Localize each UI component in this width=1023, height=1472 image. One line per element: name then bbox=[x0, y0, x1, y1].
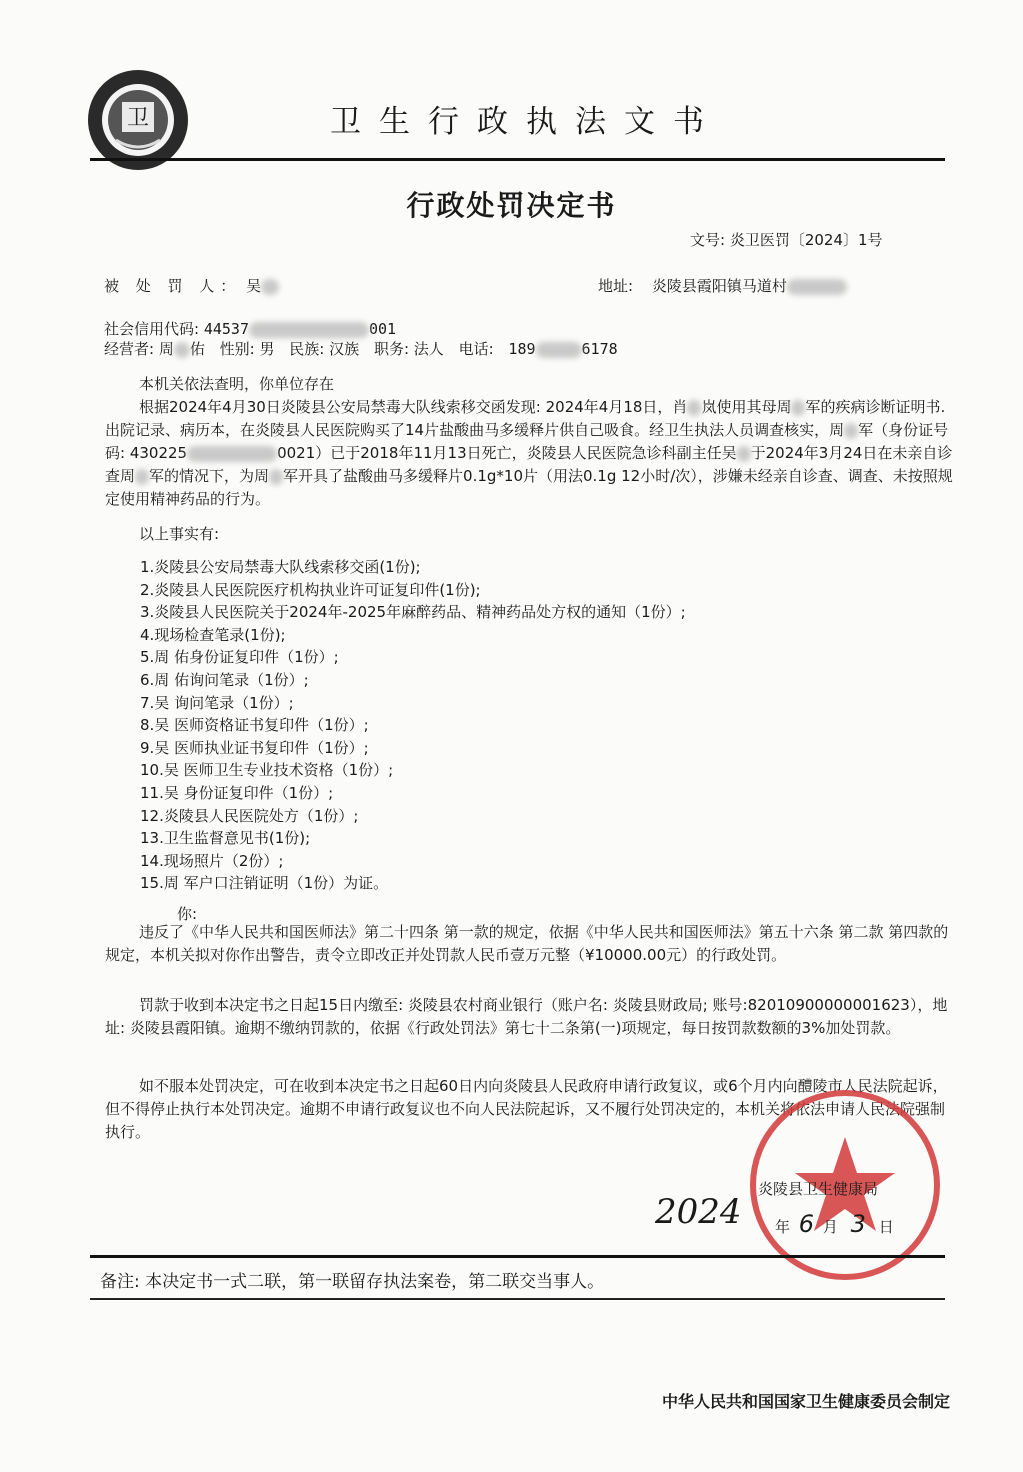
redaction bbox=[536, 342, 582, 358]
party-name: 吴 bbox=[246, 277, 262, 295]
list-item: 13.卫生监督意见书(1份); bbox=[140, 829, 311, 848]
list-item: 8.吴 医师资格证书复印件（1份）; bbox=[140, 716, 369, 735]
finding-text-a: 根据2024年4月30日炎陵县公安局禁毒大队线索移交函发现: 2024年4月18日，肖 bbox=[139, 398, 688, 416]
address-line bbox=[598, 275, 847, 296]
evidence-list bbox=[140, 556, 686, 895]
list-item: 11.吴 身份证复印件（1份）; bbox=[140, 783, 334, 802]
list-item: 1.炎陵县公安局禁毒大队线索移交函(1份); bbox=[140, 558, 421, 576]
document-title: 行政处罚决定书 bbox=[406, 189, 617, 222]
redaction bbox=[687, 400, 701, 416]
issuer-name: 炎陵县卫生健康局 bbox=[758, 1180, 879, 1198]
address-value: 炎陵县霞阳镇马道村 bbox=[651, 277, 787, 295]
handwritten-year: 2024 bbox=[655, 1192, 742, 1232]
party-name-line bbox=[104, 275, 279, 296]
list-item: 5.周 佑身份证复印件（1份）; bbox=[140, 648, 339, 667]
issuing-authority: 中华人民共和国国家卫生健康委员会制定 bbox=[662, 1392, 951, 1411]
date-day: 3 bbox=[850, 1210, 866, 1238]
phone-label: 电话: bbox=[458, 340, 494, 358]
list-item: 6.周 佑询问笔录（1份）; bbox=[140, 670, 309, 689]
operator-line bbox=[104, 338, 618, 359]
ethnic-value: 汉族 bbox=[329, 340, 360, 358]
list-item: 2.炎陵县人民医院医疗机构执业许可证复印件(1份); bbox=[140, 580, 481, 599]
finding-paragraph bbox=[105, 396, 955, 511]
list-item: 7.吴 询问笔录（1份）; bbox=[140, 693, 294, 712]
credit-code-suffix: 001 bbox=[369, 320, 397, 338]
gender-label: 性别: bbox=[219, 340, 255, 358]
note-bottom-divider bbox=[90, 1298, 945, 1300]
redaction bbox=[269, 469, 283, 485]
position-label: 职务: bbox=[373, 340, 409, 358]
list-item: 14.现场照片（2份）; bbox=[140, 851, 284, 870]
remark-note: 备注: 本决定书一式二联，第一联留存执法案卷，第二联交当事人。 bbox=[100, 1272, 605, 1292]
redaction bbox=[844, 423, 858, 439]
list-item: 10.吴 医师卫生专业技术资格（1份）; bbox=[140, 761, 394, 780]
finding-text-h: 军开具了盐酸曲马多缓释片0.1g*10片（用法0.1g 12小时/次），涉嫌未经亲自诊查、调查、未按照规定使用精神药品的行为。 bbox=[105, 467, 953, 508]
gender-value: 男 bbox=[259, 340, 275, 358]
credit-code-label: 社会信用代码: bbox=[104, 320, 200, 338]
list-item: 15.周 军户口注销证明（1份）为证。 bbox=[140, 874, 389, 893]
address-label: 地址: bbox=[598, 277, 634, 295]
redaction bbox=[174, 342, 190, 358]
redaction bbox=[787, 279, 847, 295]
issue-date bbox=[775, 1210, 894, 1238]
position-value: 法人 bbox=[413, 340, 444, 358]
list-item: 12.炎陵县人民医院处方（1份）; bbox=[140, 806, 359, 825]
finding-text-e: 0021）已于2018年11月13日死亡，炎陵县人民医院急诊科副主任吴 bbox=[277, 444, 737, 462]
operator-last: 佑 bbox=[189, 340, 205, 358]
finding-text-g: 军的情况下，为周 bbox=[149, 467, 270, 485]
header-title: 卫生行政执法文书 bbox=[330, 104, 722, 140]
svg-text:卫: 卫 bbox=[126, 106, 150, 131]
document-number: 文号: 炎卫医罚〔2024〕1号 bbox=[690, 231, 883, 249]
redaction bbox=[791, 400, 805, 416]
header-divider bbox=[90, 158, 945, 161]
date-day-unit: 日 bbox=[878, 1218, 894, 1236]
finding-text-d: 军（身份证号码: 430225 bbox=[105, 421, 949, 462]
list-item: 3.炎陵县人民医院关于2024年-2025年麻醉药品、精神药品处方权的通知（1份）; bbox=[140, 603, 686, 622]
facts-intro: 以上事实有: bbox=[139, 525, 220, 543]
operator-first: 周 bbox=[158, 340, 174, 358]
ethnic-label: 民族: bbox=[289, 340, 325, 358]
redaction bbox=[135, 469, 149, 485]
redaction bbox=[249, 322, 369, 338]
finding-text-c: 军的疾病诊断证明书.出院记录、病历本，在炎陵县人民医院购买了14片盐酸曲马多缓释片供自己吸食。经卫生执法人员调查核实，周 bbox=[105, 398, 946, 439]
note-top-divider bbox=[90, 1255, 945, 1258]
finding-text-b: 岚使用其母周 bbox=[701, 398, 792, 416]
appeal-paragraph: 如不服本处罚决定，可在收到本决定书之日起60日内向炎陵县人民政府申请行政复议，或6个月内向醴陵市人民法院起诉，但不得停止执行本处罚决定。逾期不申请行政复议也不向人民法院起诉，又不履行处罚决定的，本机关将依法申请人民法院强制执行。 bbox=[105, 1077, 948, 1141]
party-name-label: 被 处 罚 人： bbox=[104, 277, 242, 295]
date-year-unit: 年 bbox=[775, 1218, 791, 1236]
payment-paragraph: 罚款于收到本决定书之日起15日内缴至: 炎陵县农村商业银行（账户名: 炎陵县财政局; 账号:82010900000001623），地址: 炎陵县霞阳镇。逾期不缴纳罚款的，依据《行政处罚法》第七十二条第(一)项规定，每日按罚款数额的3%加处罚款。 bbox=[105, 996, 948, 1037]
list-item: 4.现场检查笔录(1份); bbox=[140, 625, 286, 644]
redaction bbox=[187, 446, 277, 462]
redaction bbox=[737, 446, 751, 462]
redaction bbox=[261, 279, 279, 295]
phone-suffix: 6178 bbox=[581, 340, 618, 358]
date-month-unit: 月 bbox=[822, 1218, 838, 1236]
violation-paragraph: 违反了《中华人民共和国医师法》第二十四条 第一款的规定，依据《中华人民共和国医师法》第五十六条 第二款 第四款的规定，本机关拟对你作出警告，责令立即改正并处罚款人民币壹万元整（¥10000.00元）的行政处罚。 bbox=[105, 923, 949, 964]
phone-prefix: 189 bbox=[508, 340, 536, 358]
you-label: 你: bbox=[177, 905, 198, 923]
credit-code-line bbox=[104, 318, 396, 339]
emblem-seal bbox=[86, 68, 190, 172]
intro-text: 本机关依法查明，你单位存在 bbox=[139, 375, 335, 393]
credit-code-prefix: 44537 bbox=[203, 320, 249, 338]
operator-label: 经营者: bbox=[104, 340, 155, 358]
list-item: 9.吴 医师执业证书复印件（1份）; bbox=[140, 738, 369, 757]
finding-text-f: 于2024年3月24日在未亲自诊查周 bbox=[105, 444, 953, 485]
date-month: 6 bbox=[798, 1210, 815, 1238]
